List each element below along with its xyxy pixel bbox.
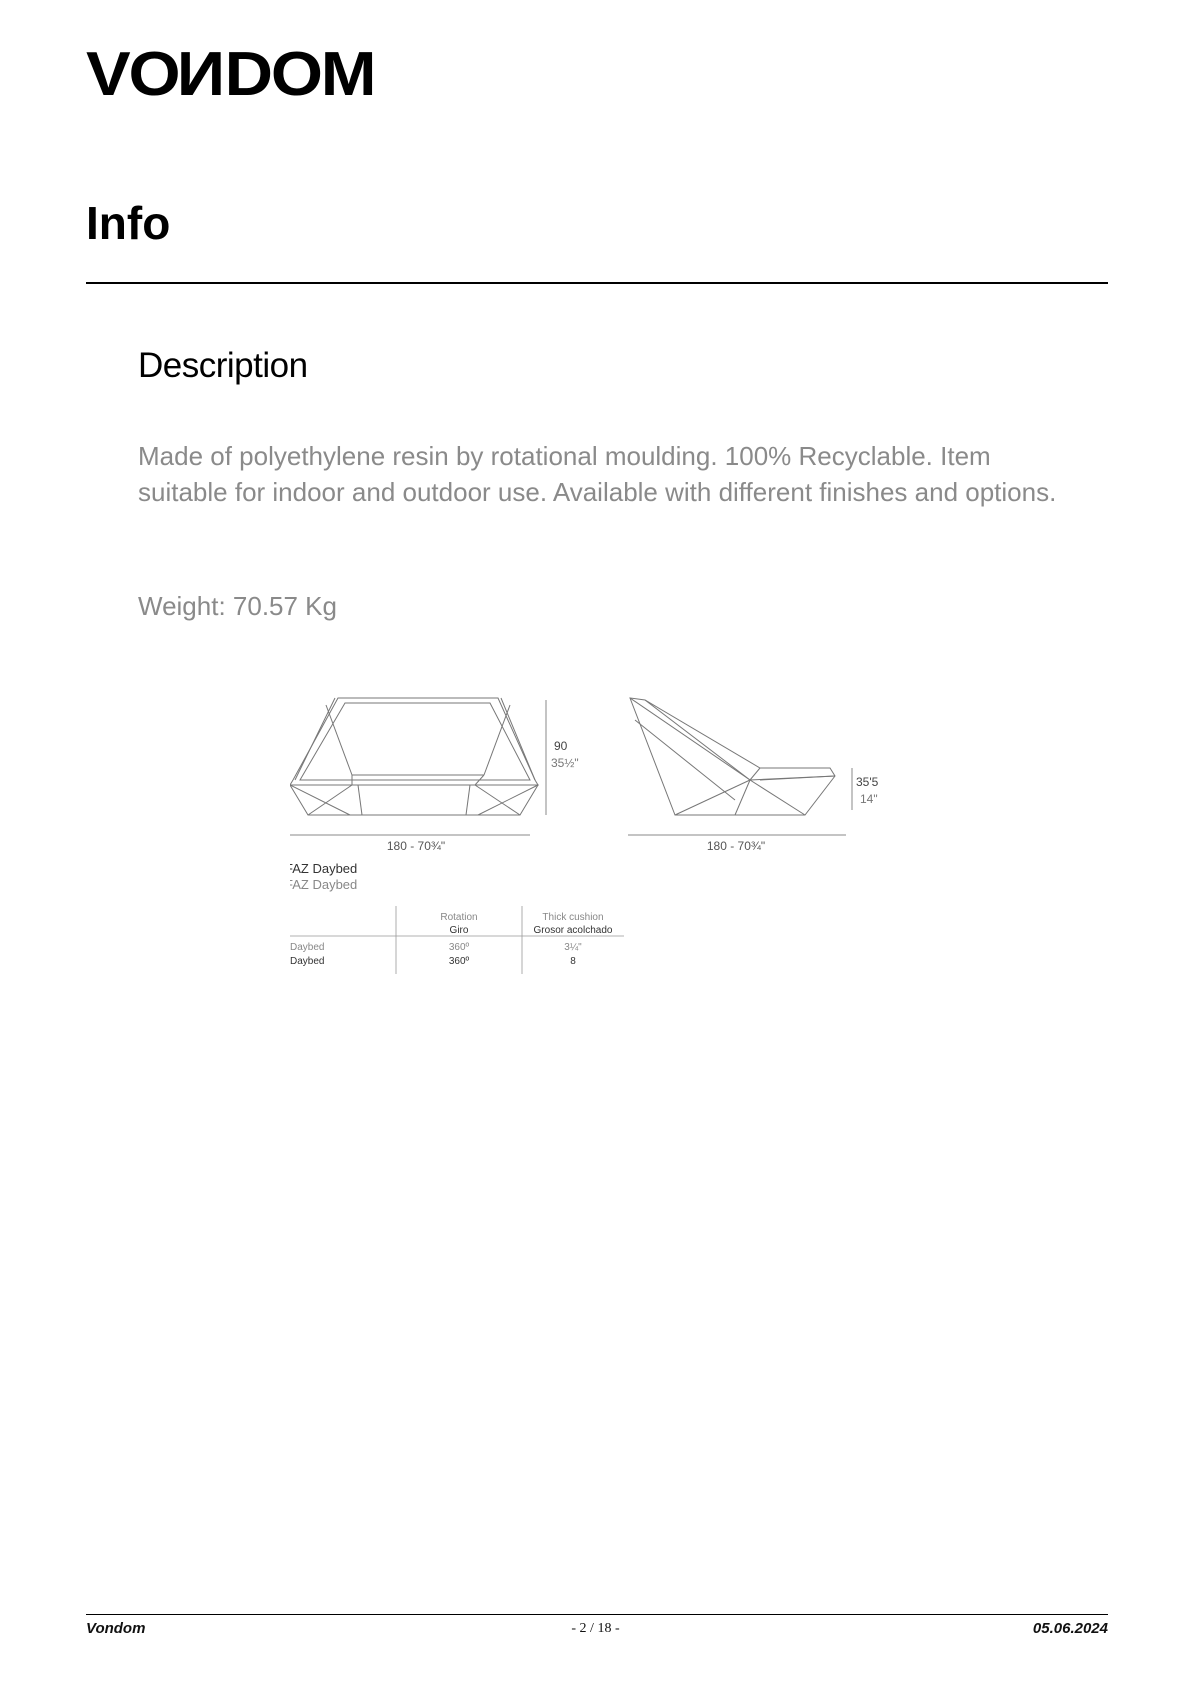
page-title: Info (86, 197, 171, 249)
page-number: - 2 / 18 - (571, 1621, 620, 1636)
front-view-drawing (290, 698, 546, 835)
table-row-2-rotation: 360º (448, 956, 470, 967)
brand-logo: VONDOM (86, 40, 375, 109)
side-width-label: 180 - 70¾" (706, 839, 766, 853)
front-height-in-label: 35½" (551, 756, 579, 770)
footer-brand: Vondom (86, 1620, 146, 1637)
table-header-cushion-en: Thick cushion (542, 912, 604, 923)
model-name-1: FAZ Daybed (290, 861, 358, 876)
front-height-cm-label: 90 (554, 739, 568, 753)
footer-divider (86, 1614, 1108, 1615)
table-row-1-label: Daybed (290, 942, 325, 953)
technical-drawing (290, 680, 910, 985)
front-width-label: 180 - 70¾" (386, 839, 446, 853)
description-heading: Description (138, 346, 308, 385)
description-text: Made of polyethylene resin by rotational moulding. 100% Recyclable. Item suitable for indoor and outdoor use. Available with different finishes and options. (138, 441, 1057, 507)
weight-text: Weight: 70.57 Kg (138, 591, 337, 621)
side-height-in-label: 14" (860, 792, 878, 806)
table-row-1-rotation: 360º (448, 942, 470, 953)
model-name-2: FAZ Daybed (290, 877, 358, 892)
table-header-rotation-es: Giro (449, 925, 469, 936)
table-header-cushion-es: Grosor acolchado (533, 925, 613, 936)
table-row-2-cushion: 8 (570, 956, 576, 967)
table-header-rotation-en: Rotation (440, 912, 478, 923)
table-row-2-label: Daybed (290, 956, 325, 967)
side-view-drawing (628, 698, 852, 835)
footer-date: 05.06.2024 (1032, 1620, 1108, 1637)
title-divider (86, 282, 1108, 284)
side-height-cm-label: 35'5 (856, 775, 879, 789)
table-row-1-cushion: 3¼" (564, 942, 582, 953)
